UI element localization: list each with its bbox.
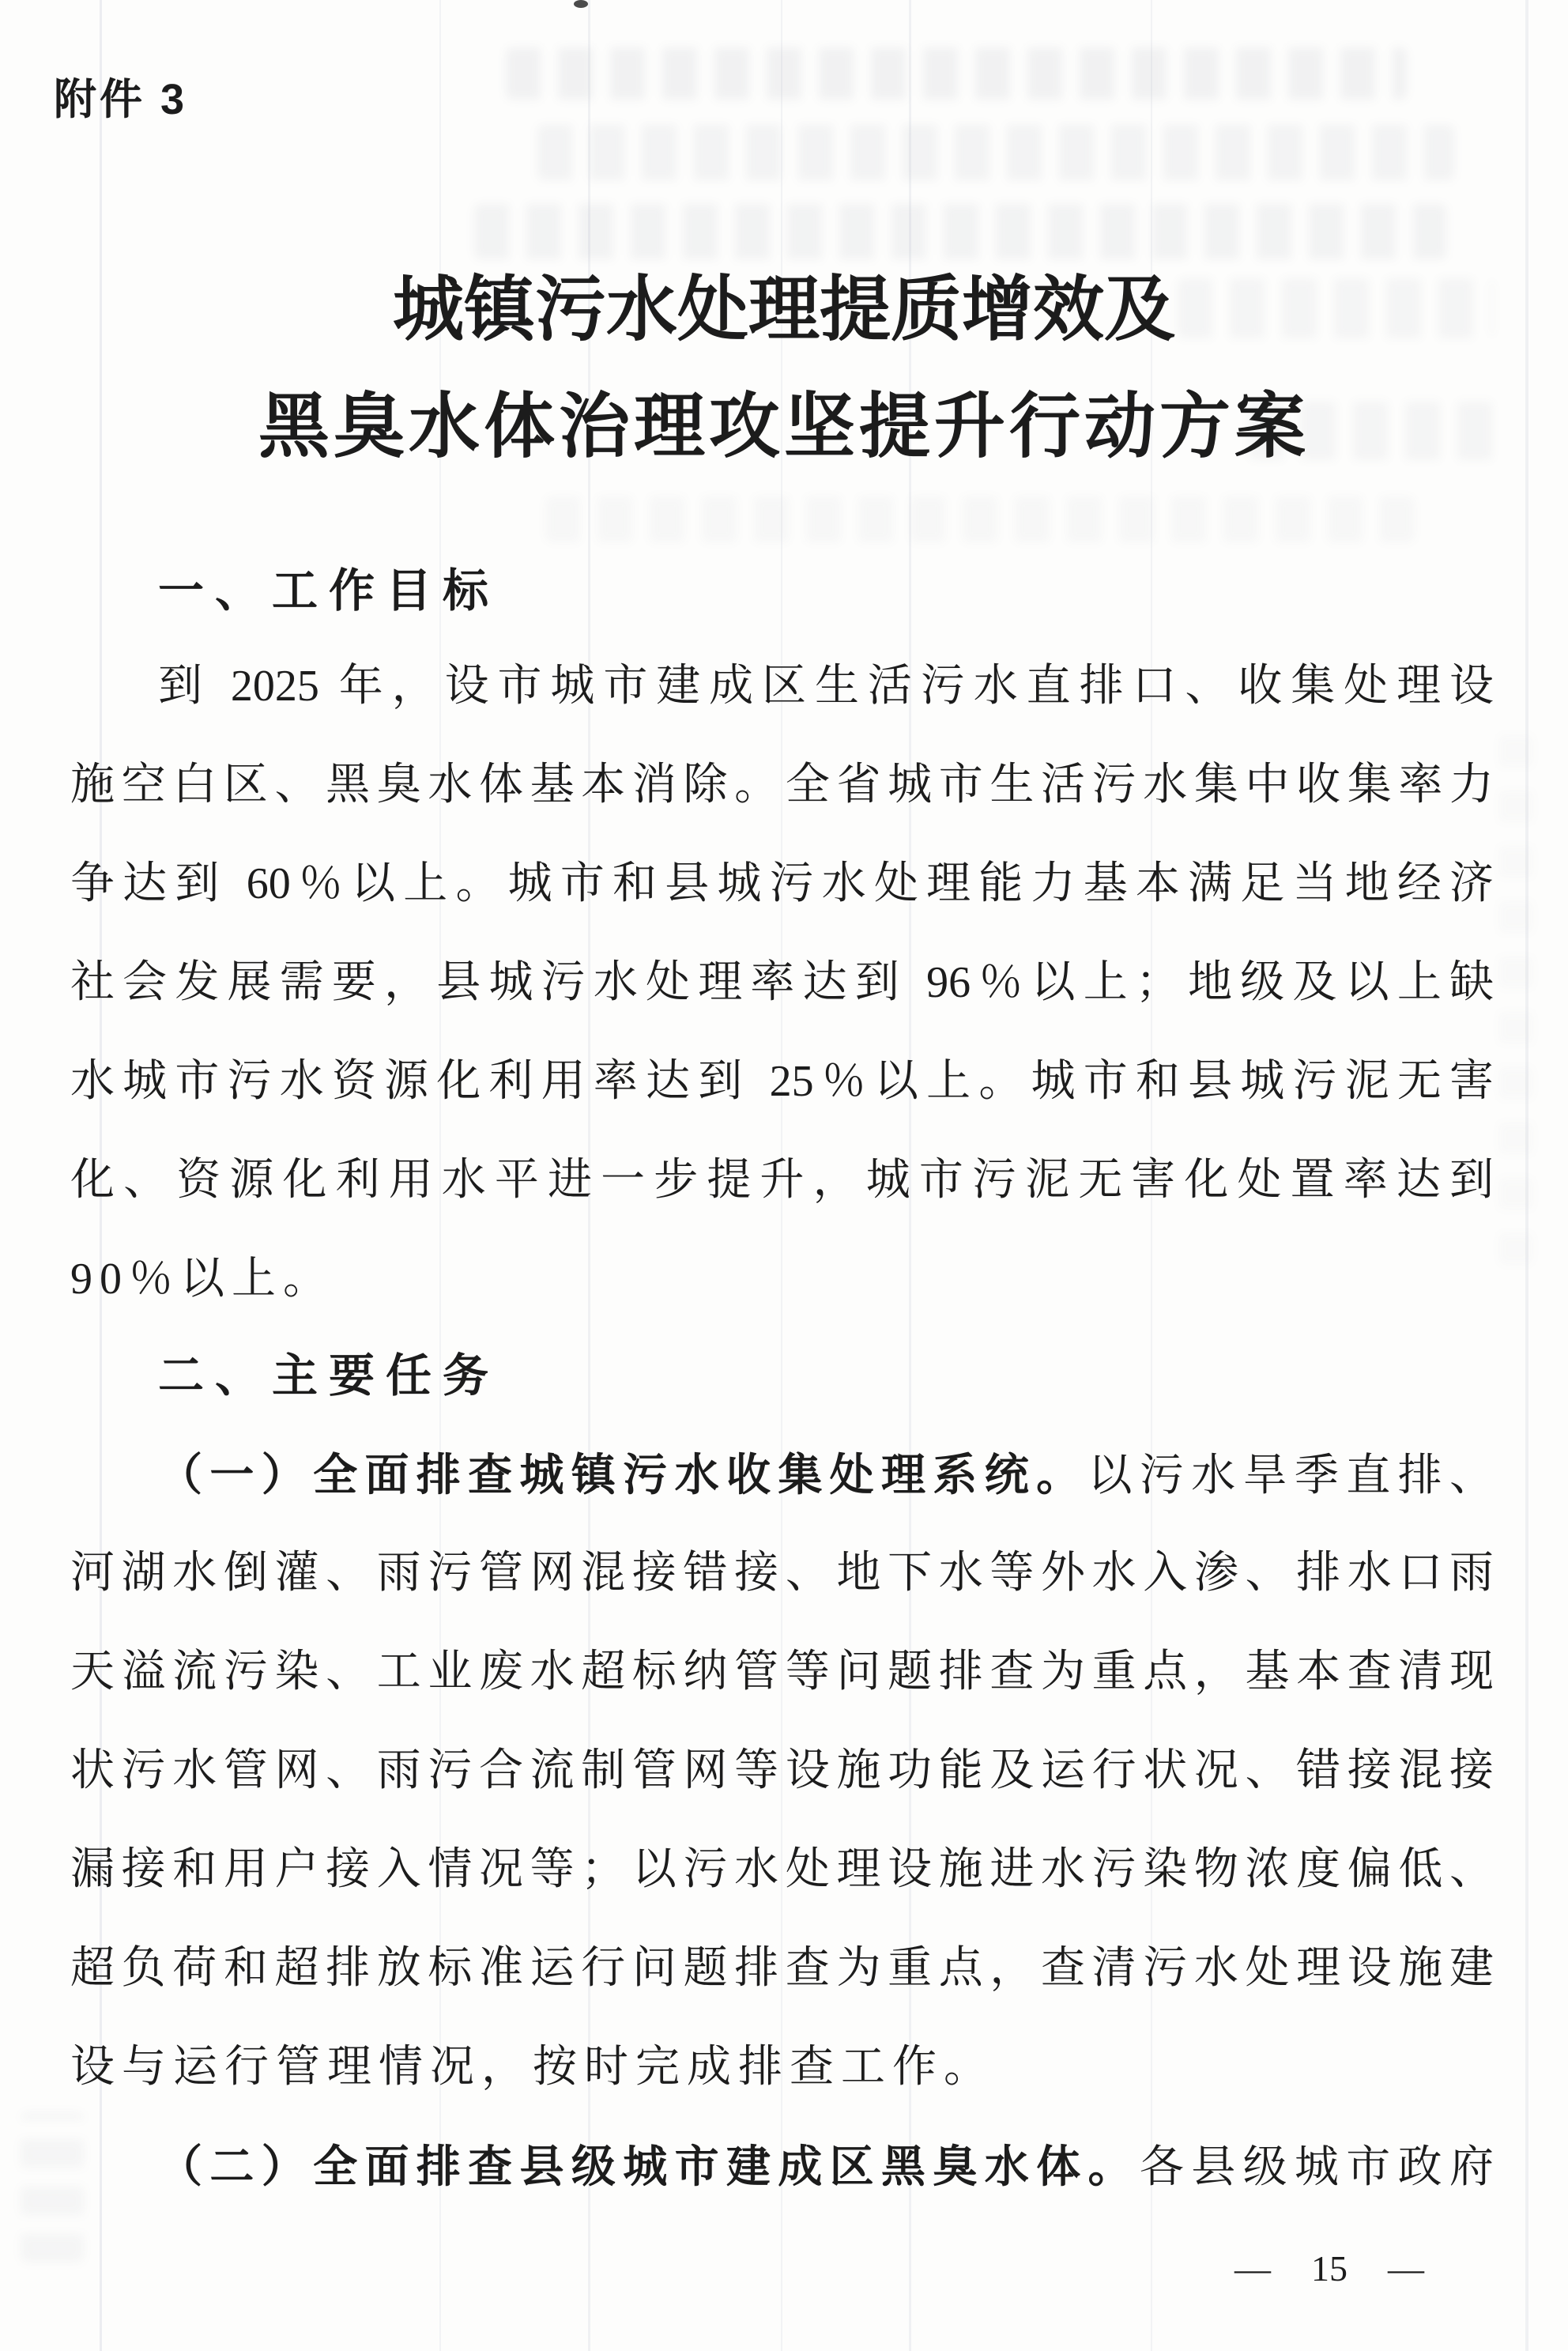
task-one-lead-rest: 以污水旱季直排、 <box>1087 1451 1494 1500</box>
paragraph-work-goals <box>70 637 1494 1329</box>
page-number-value: 15 <box>1311 2248 1348 2289</box>
attachment-label: 附件 3 <box>54 76 188 123</box>
bleedthrough-artifact <box>474 204 1446 259</box>
body-line: 到 2025 年，设市城市建成区生活污水直排口、收集处理设 <box>158 662 1494 711</box>
body-line: 漏接和用户接入情况等；以污水处理设施进水污染物浓度偏低、 <box>70 1845 1494 1894</box>
body-line <box>70 2117 1494 2216</box>
task-two-lead: （二）全面排查县级城市建成区黑臭水体。 <box>158 2142 1140 2191</box>
document-title-line2: 黑臭水体治理攻坚提升行动方案 <box>258 388 1310 466</box>
body-line: 状污水管网、雨污合流制管网等设施功能及运行状况、错接混接 <box>70 1746 1494 1795</box>
bleedthrough-artifact <box>1498 711 1533 1265</box>
paragraph-task-two <box>70 2117 1494 2216</box>
bleedthrough-artifact <box>506 47 1407 100</box>
scan-speck <box>574 0 588 8</box>
body-line: 90％以上。 <box>70 1255 334 1304</box>
paragraph-task-one <box>70 1425 1494 2117</box>
task-two-lead-rest: 各县级城市政府 <box>1139 2143 1494 2192</box>
body-line: 天溢流污染、工业废水超标纳管等问题排查为重点，基本查清现 <box>70 1647 1494 1696</box>
section-heading-main-tasks: 二、主要任务 <box>158 1350 500 1402</box>
body-line: 社会发展需要，县城污水处理率达到 96％以上；地级及以上缺 <box>70 958 1494 1007</box>
body-line: 设与运行管理情况，按时完成排查工作。 <box>70 2043 995 2092</box>
body-line: 超负荷和超排放标准运行问题排查为重点，查清污水处理设施建 <box>70 1944 1494 1993</box>
body-line: 河湖水倒灌、雨污管网混接错接、地下水等外水入渗、排水口雨 <box>70 1549 1494 1598</box>
page-number-dash-right: — <box>1388 2248 1424 2289</box>
body-line: 化、资源化利用水平进一步提升，城市污泥无害化处置率达到 <box>70 1156 1494 1205</box>
body-line: 争达到 60％以上。城市和县城污水处理能力基本满足当地经济 <box>70 859 1494 908</box>
task-one-lead: （一）全面排查城镇污水收集处理系统。 <box>158 1450 1088 1500</box>
page-number <box>1234 2245 1424 2293</box>
bleedthrough-artifact <box>545 496 1415 542</box>
page-number-dash-left: — <box>1234 2248 1271 2289</box>
bleedthrough-artifact <box>537 125 1454 180</box>
body-line <box>70 1425 1494 1524</box>
body-line: 施空白区、黑臭水体基本消除。全省城市生活污水集中收集率力 <box>70 760 1494 809</box>
body-line: 水城市污水资源化利用率达到 25％以上。城市和县城污泥无害 <box>70 1057 1494 1106</box>
section-heading-work-goals: 一、工作目标 <box>158 565 500 617</box>
document-title-line1: 城镇污水处理提质增效及 <box>393 271 1175 349</box>
